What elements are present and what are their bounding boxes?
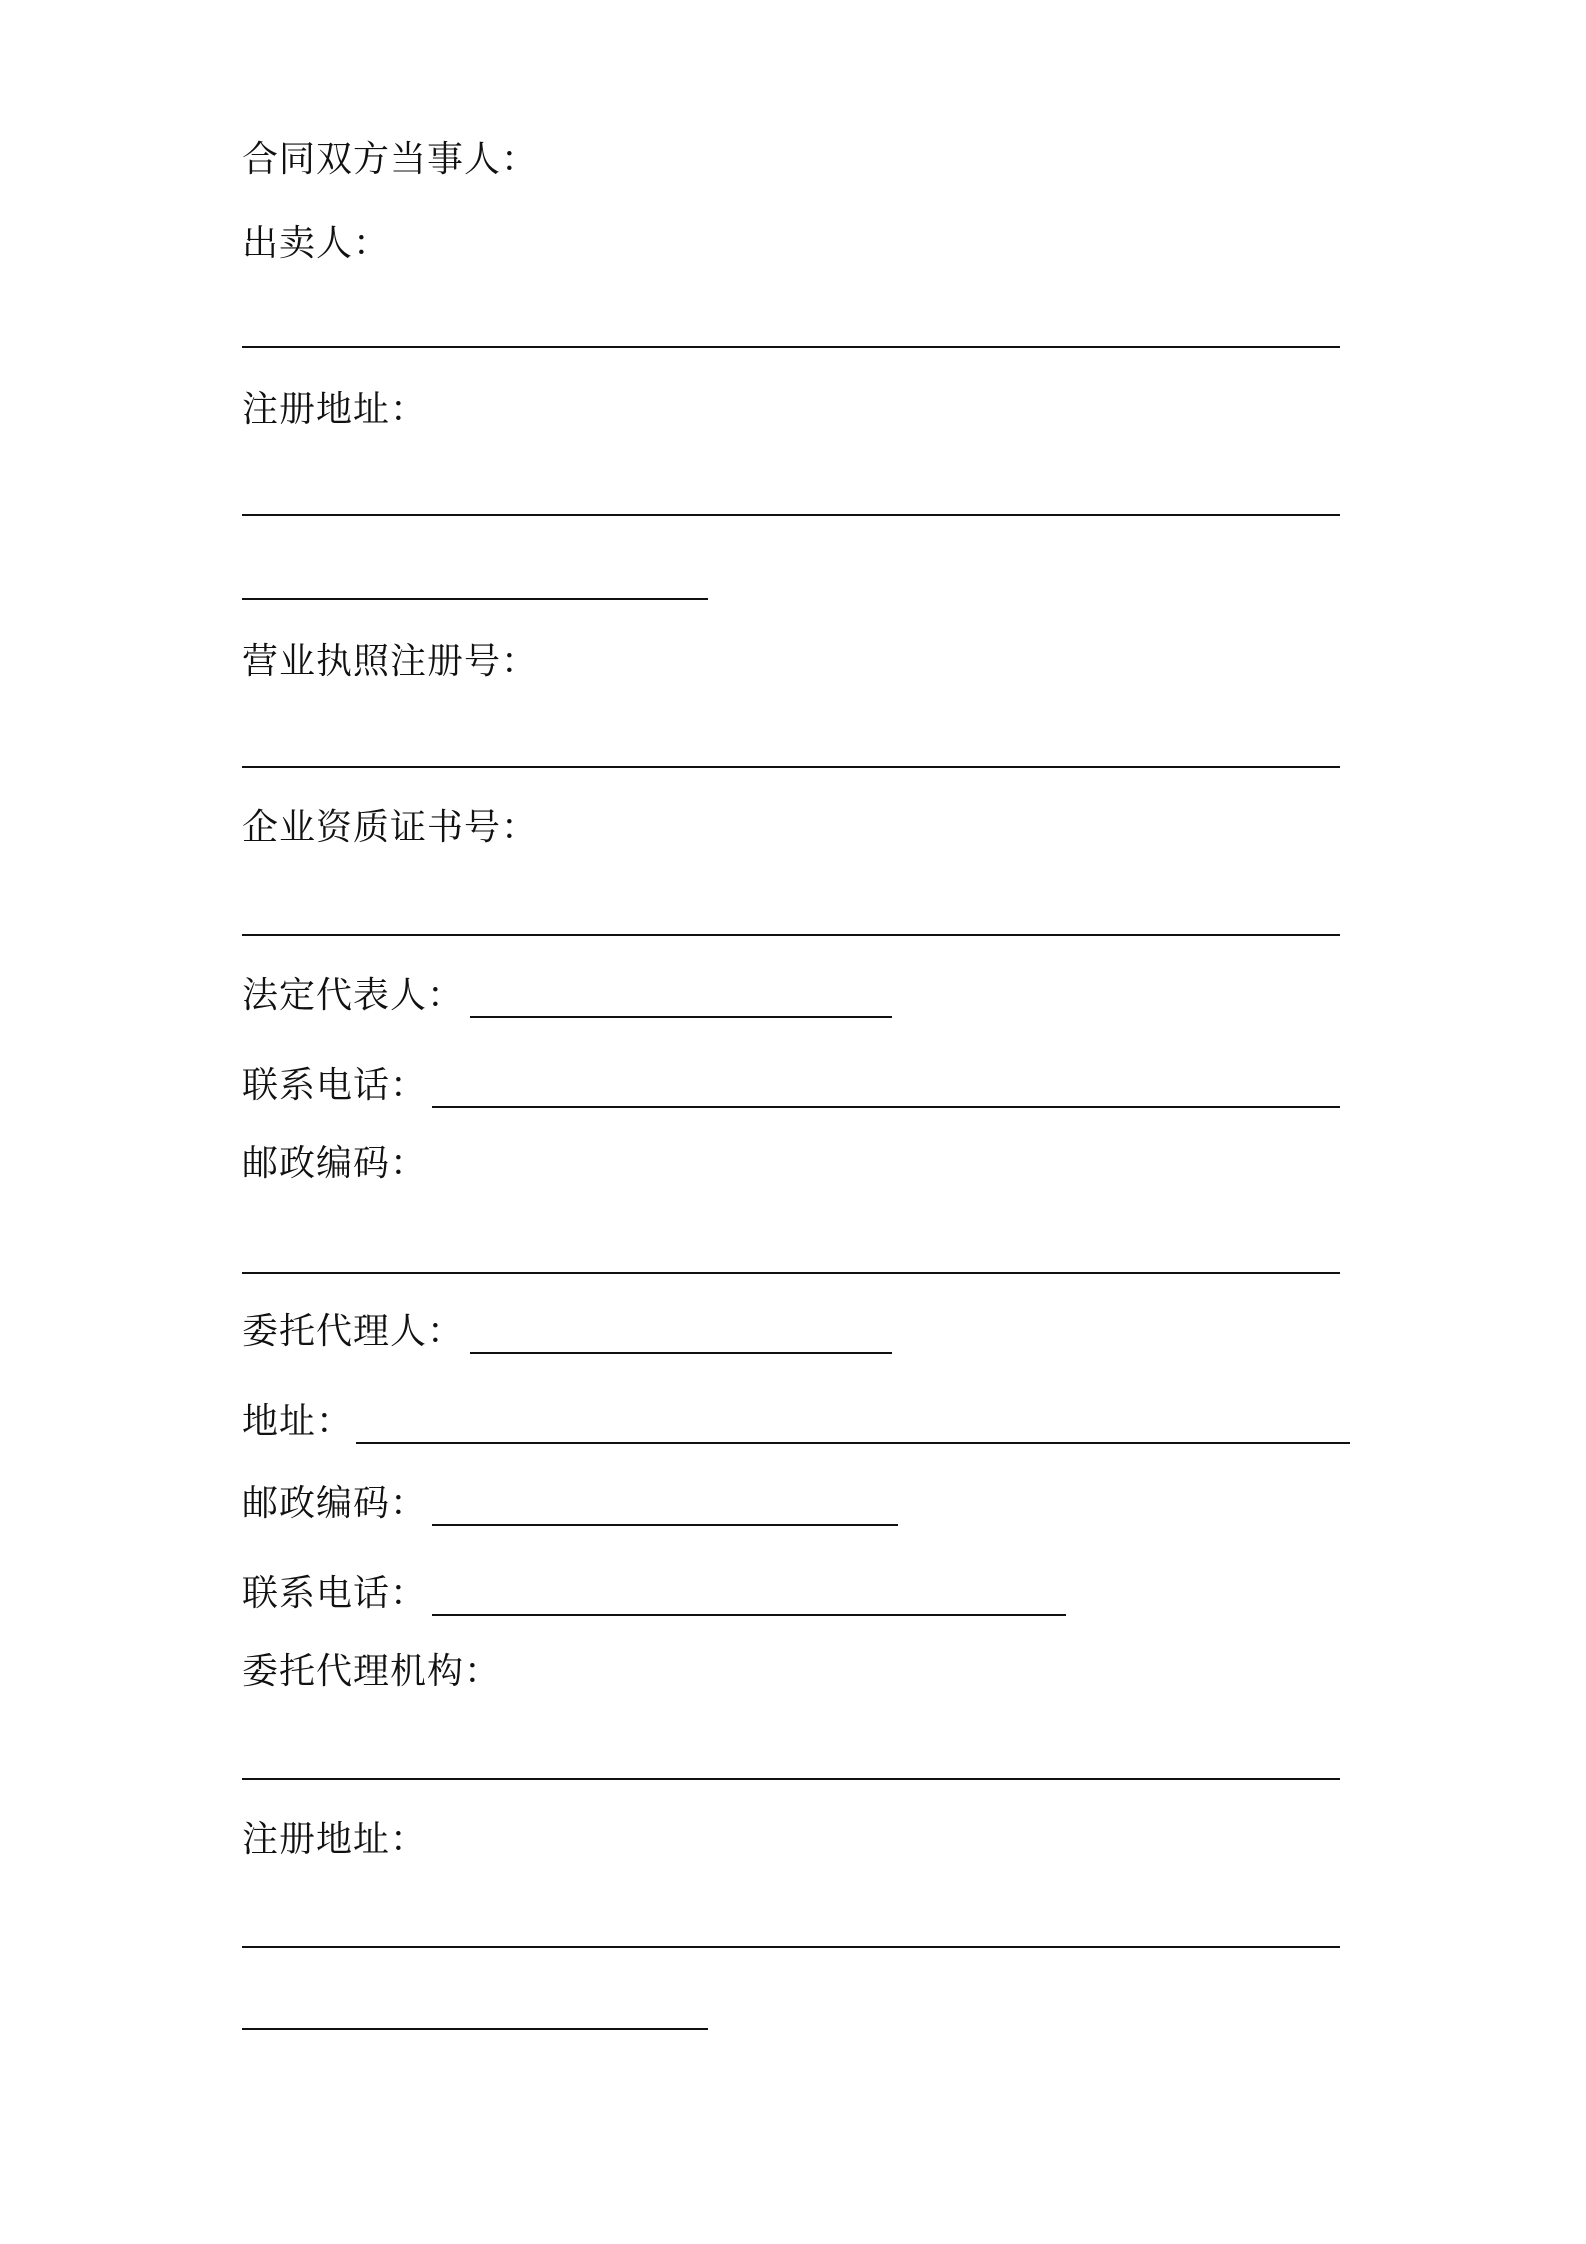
seller-postcode-fill-line[interactable]	[242, 1272, 1340, 1274]
seller-fill-line[interactable]	[242, 346, 1340, 348]
agency-reg-address-label: 注册地址：	[242, 1819, 428, 1860]
agency-reg-address-fill-line[interactable]	[242, 1946, 1340, 1948]
agent-phone-fill-line[interactable]	[432, 1614, 1066, 1616]
agent-postcode-fill-line[interactable]	[432, 1524, 898, 1526]
seller-reg-address-fill-line-2[interactable]	[242, 598, 708, 600]
seller-label: 出卖人：	[242, 223, 391, 264]
seller-phone-label: 联系电话：	[242, 1065, 428, 1106]
agent-fill-line[interactable]	[470, 1352, 892, 1354]
agency-fill-line[interactable]	[242, 1778, 1340, 1780]
business-license-label: 营业执照注册号：	[242, 641, 539, 682]
qualification-cert-fill-line[interactable]	[242, 934, 1340, 936]
legal-rep-label: 法定代表人：	[242, 975, 465, 1016]
qualification-cert-label: 企业资质证书号：	[242, 807, 539, 848]
seller-postcode-label: 邮政编码：	[242, 1143, 428, 1184]
seller-reg-address-label: 注册地址：	[242, 389, 428, 430]
agency-reg-address-fill-line-2[interactable]	[242, 2028, 708, 2030]
agent-address-label: 地址：	[242, 1401, 354, 1442]
legal-rep-fill-line[interactable]	[470, 1016, 892, 1018]
seller-phone-fill-line[interactable]	[432, 1106, 1340, 1108]
agent-postcode-label: 邮政编码：	[242, 1483, 428, 1524]
parties-heading: 合同双方当事人：	[242, 139, 539, 180]
agent-phone-label: 联系电话：	[242, 1573, 428, 1614]
agency-label: 委托代理机构：	[242, 1651, 502, 1692]
agent-label: 委托代理人：	[242, 1311, 465, 1352]
seller-reg-address-fill-line[interactable]	[242, 514, 1340, 516]
business-license-fill-line[interactable]	[242, 766, 1340, 768]
agent-address-fill-line[interactable]	[356, 1442, 1350, 1444]
